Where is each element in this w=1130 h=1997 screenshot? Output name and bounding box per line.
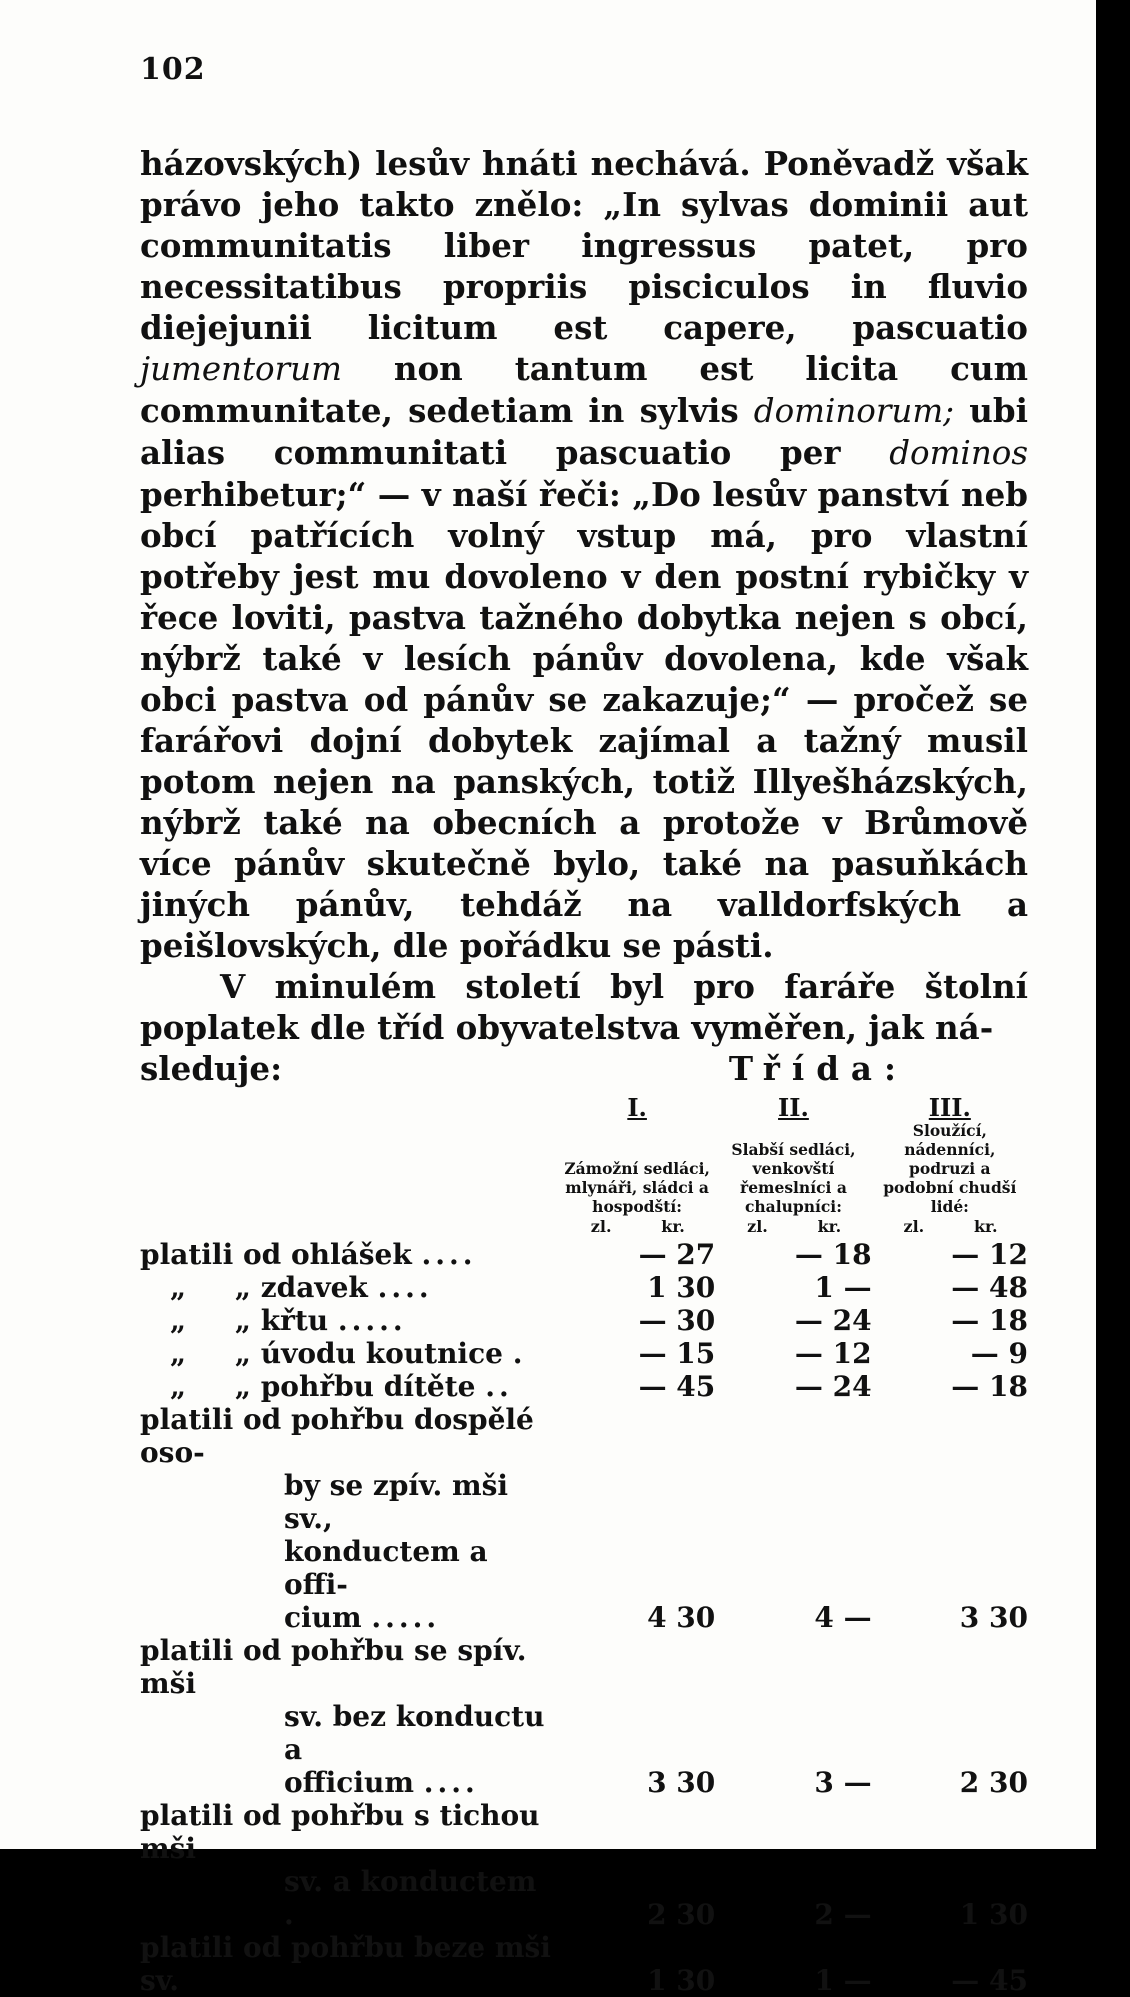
leader-dots: . — [512, 1337, 527, 1370]
fee-cell: — 9 — [970, 1337, 1028, 1370]
unit-label: zl. — [747, 1217, 768, 1236]
fee-cell: — 12 — [794, 1337, 872, 1370]
fee-cell: 1 30 — [959, 1898, 1028, 1931]
row-item-last — [140, 1865, 559, 1931]
row-item: úvodu koutnice — [260, 1337, 503, 1370]
row-label — [140, 1304, 559, 1337]
row-lead: platili od — [140, 1403, 282, 1436]
row-item: pohřbu s tichou mši — [140, 1799, 540, 1865]
leader-dots: ..... — [337, 1304, 407, 1337]
leader-dots: . — [284, 1898, 298, 1931]
ditto-mark: „ — [170, 1271, 187, 1304]
class-numeral: II. — [778, 1093, 809, 1122]
row-label — [140, 1370, 559, 1403]
table-row — [140, 1304, 1028, 1337]
class-desc-row — [140, 1121, 1028, 1216]
unit-label: kr. — [973, 1217, 998, 1236]
row-label — [140, 1403, 559, 1634]
row-item: pohřbu dospělé oso- — [140, 1403, 534, 1469]
unit-label: kr. — [817, 1217, 842, 1236]
fee-cell: 4 30 — [647, 1601, 716, 1634]
row-label — [140, 1931, 559, 1997]
ditto-mark: „ — [234, 1370, 251, 1403]
fee-cell: — 48 — [951, 1271, 1028, 1304]
row-item: křtu — [260, 1304, 329, 1337]
row-item-continued: sv. bez konductu a — [284, 1700, 545, 1766]
text-run: non tantum est licita cum communitate, sedetiam in sylvis — [140, 349, 1028, 430]
row-lead: platili od — [140, 1634, 282, 1667]
fee-cell: 2 30 — [959, 1766, 1028, 1799]
row-item: pohřbu beze mši sv. — [140, 1931, 551, 1997]
row-item: pohřbu dítěte — [260, 1370, 476, 1403]
ditto-mark: „ — [170, 1304, 187, 1337]
row-label — [140, 1799, 559, 1931]
row-lead: platili od — [140, 1799, 282, 1832]
row-item-continued: cium — [284, 1601, 362, 1634]
unit-label: kr. — [661, 1217, 685, 1236]
text-run: perhibetur;“ — v naší řeči: „Do lesův panství neb obcí patřících volný vstup má, pro vlastní potřeby jest mu dovoleno v den postní rybičky v řece loviti, pastva tažného dobytka nejen s obcí, nýbrž také v lesích pánův dovolena, kde však obci pastva od pánův se zakazuje;“ — pročež se farářovi dojní dobytek zajímal a tažný musil potom nejen na panských, totiž Illyešházských, nýbrž také na obecních a protože v Brůmově více pánův skutečně bylo, také na pasuňkách jiných pánův, tehdáž na valldorfských a peišlovských, dle pořádku se pásti. — [140, 475, 1028, 965]
fee-cell: — 15 — [638, 1337, 716, 1370]
leader-dots: ..... — [371, 1601, 441, 1634]
fee-cell: 1 — — [814, 1271, 872, 1304]
fee-cell: — 27 — [638, 1238, 716, 1271]
leader-dots: .... — [423, 1766, 479, 1799]
text-run: sleduje: — [140, 1049, 283, 1088]
ditto-mark: „ — [170, 1370, 187, 1403]
ditto-mark: „ — [234, 1271, 251, 1304]
unit-header — [872, 1216, 1028, 1238]
class-description: Zámožní sedláci, mlynáři, sládci a hospodští: — [564, 1159, 710, 1216]
class-numeral: I. — [627, 1093, 647, 1122]
row-label — [140, 1238, 559, 1271]
text-run: V minulém století byl pro faráře štolní poplatek dle tříd obyvatelstva vyměřen, jak ná- — [140, 967, 1028, 1047]
row-item-continued: konductem a offi- — [284, 1535, 488, 1601]
paragraph-1 — [140, 143, 1028, 966]
class-numeral: III. — [928, 1093, 971, 1122]
row-item: zdavek — [260, 1271, 368, 1304]
unit-header — [715, 1216, 871, 1238]
unit-header-row — [140, 1216, 1028, 1238]
unit-label: zl. — [590, 1217, 612, 1236]
row-item: ohlášek — [290, 1238, 412, 1271]
class-numeral-row — [140, 1095, 1028, 1121]
row-item-continued: officium — [284, 1766, 414, 1799]
fee-cell: — 12 — [951, 1238, 1028, 1271]
table-row — [140, 1271, 1028, 1304]
class-heading: Třída: — [728, 1049, 908, 1088]
paragraph-2-last-line — [140, 1048, 1028, 1089]
paragraph-2 — [140, 966, 1028, 1048]
leader-dots: .... — [421, 1238, 477, 1271]
fee-cell: — 24 — [794, 1370, 872, 1403]
table-row — [140, 1337, 1028, 1370]
table-row — [140, 1238, 1028, 1271]
fee-cell: — 18 — [951, 1304, 1028, 1337]
page-number: 102 — [140, 52, 206, 87]
row-item-continued: sv. a konductem — [284, 1865, 537, 1898]
fee-cell: — 18 — [794, 1238, 872, 1271]
row-item-last — [140, 1766, 559, 1799]
fee-cell: — 45 — [638, 1370, 716, 1403]
row-item: pohřbu se spív. mši — [140, 1634, 527, 1700]
fee-cell: 2 — — [814, 1898, 872, 1931]
fee-cell: 3 30 — [959, 1601, 1028, 1634]
text-run: házovských) lesův hnáti nechává. Poněvadž však právo jeho takto znělo: „In sylvas dominii aut communitatis liber ingressus patet, pro necessitatibus propriis pisciculos in fluvio diejejunii licitum est capere, pascuatio — [140, 144, 1028, 347]
italic-term: dominos — [889, 434, 1028, 472]
ditto-mark: „ — [170, 1337, 187, 1370]
leader-dots: .. — [485, 1370, 513, 1403]
fee-cell: 4 — — [814, 1601, 872, 1634]
row-item-last — [140, 1601, 559, 1634]
fee-cell: 1 30 — [647, 1271, 716, 1304]
ditto-mark: „ — [234, 1337, 251, 1370]
fee-table — [140, 1095, 1028, 1997]
class-description: Sloužící, nádenníci, podruzi a podobní chudší lidé: — [883, 1121, 1017, 1216]
italic-term: dominorum; — [753, 392, 955, 430]
fee-cell: — 30 — [638, 1304, 716, 1337]
row-lead: platili od — [140, 1238, 282, 1271]
text-run: ubi alias communitati pascuatio per — [140, 391, 1028, 472]
fee-cell: 3 — — [814, 1766, 872, 1799]
leader-dots: .... — [377, 1271, 433, 1304]
fee-cell: 3 30 — [647, 1766, 716, 1799]
row-label — [140, 1271, 559, 1304]
fee-cell: 1 30 — [647, 1964, 716, 1997]
unit-header — [559, 1216, 715, 1238]
row-item-continued: by se zpív. mši sv., — [284, 1469, 509, 1535]
fee-cell: — 24 — [794, 1304, 872, 1337]
fee-cell: — 45 — [951, 1964, 1028, 1997]
unit-label: zl. — [903, 1217, 925, 1236]
italic-term: jumentorum — [140, 350, 342, 388]
row-label — [140, 1337, 559, 1370]
fee-cell: 2 30 — [647, 1898, 716, 1931]
row-lead: platili od — [140, 1931, 282, 1964]
table-row — [140, 1403, 1028, 1634]
fee-cell: 1 — — [814, 1964, 872, 1997]
fee-cell: — 18 — [951, 1370, 1028, 1403]
table-row — [140, 1370, 1028, 1403]
row-label — [140, 1634, 559, 1799]
table-row — [140, 1634, 1028, 1799]
class-description: Slabší sedláci, venkovští řemeslníci a chalupníci: — [731, 1140, 856, 1216]
ditto-mark: „ — [234, 1304, 251, 1337]
table-row — [140, 1931, 1028, 1997]
table-row — [140, 1799, 1028, 1931]
body-text — [140, 143, 1028, 1089]
